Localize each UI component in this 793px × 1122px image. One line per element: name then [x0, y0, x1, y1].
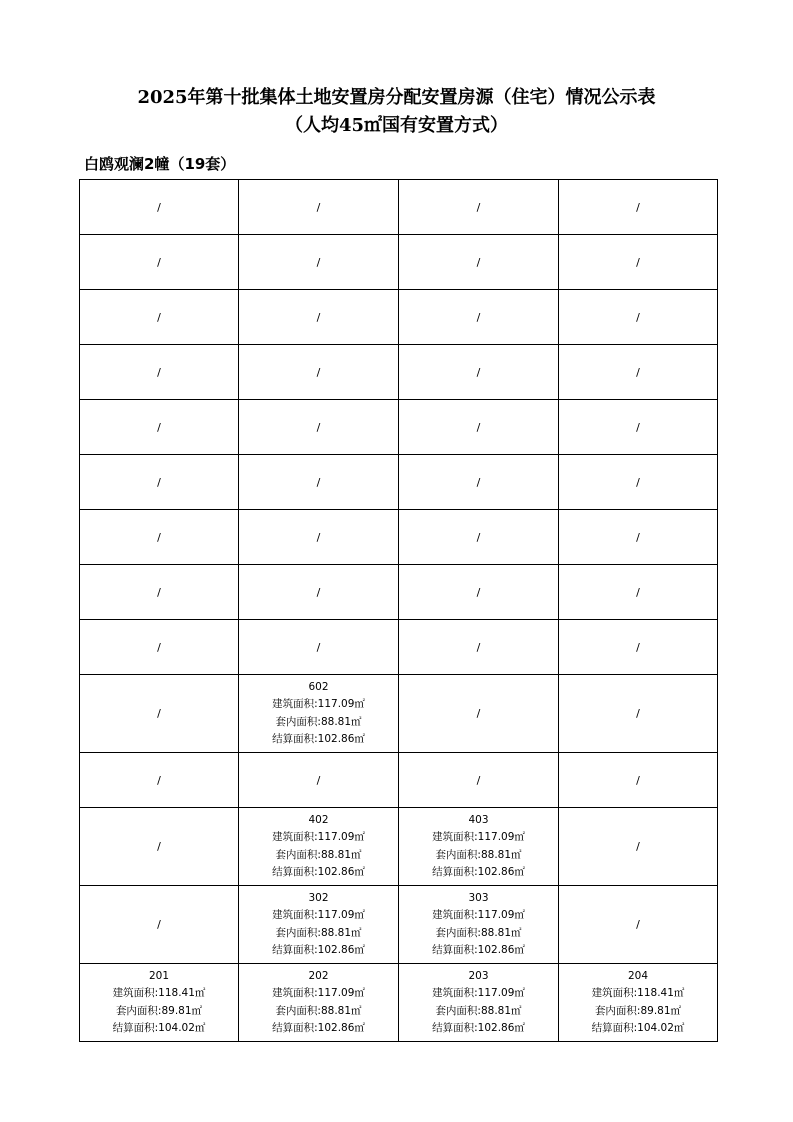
settlement-area: 结算面积:102.86㎡: [272, 1022, 365, 1034]
empty-cell-slash: /: [399, 565, 559, 620]
unit-number: 202: [308, 969, 329, 982]
empty-cell-slash: /: [80, 675, 239, 753]
empty-cell-slash: /: [559, 400, 718, 455]
inner-area: 套内面积:88.81㎡: [275, 1004, 362, 1017]
settlement-area: 结算面积:102.86㎡: [272, 866, 365, 878]
empty-cell-slash: /: [80, 886, 239, 964]
empty-cell-slash: /: [80, 455, 239, 510]
unit-cell: [559, 964, 718, 1042]
unit-cell: [399, 886, 559, 964]
empty-cell-slash: /: [399, 675, 559, 753]
building-area: 建筑面积:118.41㎡: [591, 987, 685, 999]
inner-area: 套内面积:88.81㎡: [275, 715, 362, 728]
empty-cell-slash: /: [80, 565, 239, 620]
table-row: [80, 886, 718, 964]
building-area: 建筑面积:117.09㎡: [432, 987, 525, 999]
empty-cell-slash: /: [239, 565, 399, 620]
table-row: [80, 180, 718, 235]
empty-cell-slash: /: [239, 235, 399, 290]
building-area: 建筑面积:117.09㎡: [272, 831, 365, 843]
empty-cell-slash: /: [559, 753, 718, 808]
page-subtitle: （人均45㎡国有安置方式）: [284, 115, 509, 136]
table-row: [80, 753, 718, 808]
empty-cell-slash: /: [399, 345, 559, 400]
empty-cell-slash: /: [239, 455, 399, 510]
inner-area: 套内面积:88.81㎡: [275, 848, 362, 861]
table-row: [80, 675, 718, 753]
empty-cell-slash: /: [399, 235, 559, 290]
inner-area: 套内面积:89.81㎡: [115, 1004, 203, 1017]
empty-cell-slash: /: [239, 180, 399, 235]
empty-cell-slash: /: [399, 753, 559, 808]
unit-number: 303: [468, 891, 489, 904]
unit-number: 201: [148, 969, 170, 982]
unit-cell: [239, 964, 399, 1042]
unit-cell: [399, 808, 559, 886]
housing-unit-table-body: [80, 180, 718, 1042]
inner-area: 套内面积:88.81㎡: [435, 1004, 522, 1017]
unit-number: 403: [468, 813, 489, 826]
empty-cell-slash: /: [559, 675, 718, 753]
table-row: [80, 510, 718, 565]
empty-cell-slash: /: [399, 400, 559, 455]
table-row: [80, 620, 718, 675]
settlement-area: 结算面积:102.86㎡: [432, 944, 525, 956]
settlement-area: 结算面积:102.86㎡: [272, 944, 365, 956]
empty-cell-slash: /: [80, 510, 239, 565]
table-row: [80, 290, 718, 345]
empty-cell-slash: /: [559, 565, 718, 620]
unit-cell: [239, 886, 399, 964]
empty-cell-slash: /: [239, 620, 399, 675]
building-title: 白鸥观澜2幢（19套）: [84, 155, 236, 173]
empty-cell-slash: /: [80, 290, 239, 345]
empty-cell-slash: /: [80, 180, 239, 235]
unit-number: 204: [627, 969, 649, 982]
table-row: [80, 964, 718, 1042]
unit-cell: [239, 675, 399, 753]
table-row: [80, 455, 718, 510]
empty-cell-slash: /: [80, 620, 239, 675]
unit-cell: [239, 808, 399, 886]
unit-cell: [80, 964, 239, 1042]
empty-cell-slash: /: [239, 753, 399, 808]
building-area: 建筑面积:117.09㎡: [272, 909, 365, 921]
empty-cell-slash: /: [239, 400, 399, 455]
empty-cell-slash: /: [559, 808, 718, 886]
unit-number: 302: [308, 891, 329, 904]
unit-number: 402: [308, 813, 329, 826]
settlement-area: 结算面积:102.86㎡: [432, 1022, 525, 1034]
unit-cell: [399, 964, 559, 1042]
empty-cell-slash: /: [80, 235, 239, 290]
table-row: [80, 808, 718, 886]
building-area: 建筑面积:118.41㎡: [112, 987, 206, 999]
empty-cell-slash: /: [399, 290, 559, 345]
empty-cell-slash: /: [559, 235, 718, 290]
empty-cell-slash: /: [559, 180, 718, 235]
settlement-area: 结算面积:104.02㎡: [591, 1022, 685, 1034]
empty-cell-slash: /: [80, 753, 239, 808]
empty-cell-slash: /: [80, 400, 239, 455]
table-row: [80, 565, 718, 620]
empty-cell-slash: /: [80, 345, 239, 400]
empty-cell-slash: /: [559, 455, 718, 510]
empty-cell-slash: /: [239, 345, 399, 400]
building-area: 建筑面积:117.09㎡: [432, 831, 525, 843]
empty-cell-slash: /: [559, 620, 718, 675]
page-title: 2025年第十批集体土地安置房分配安置房源（住宅）情况公示表: [137, 87, 656, 108]
settlement-area: 结算面积:104.02㎡: [112, 1022, 206, 1034]
empty-cell-slash: /: [399, 455, 559, 510]
building-area: 建筑面积:117.09㎡: [432, 909, 525, 921]
empty-cell-slash: /: [80, 808, 239, 886]
table-row: [80, 235, 718, 290]
empty-cell-slash: /: [559, 510, 718, 565]
settlement-area: 结算面积:102.86㎡: [272, 733, 365, 745]
empty-cell-slash: /: [559, 886, 718, 964]
inner-area: 套内面积:88.81㎡: [275, 926, 362, 939]
empty-cell-slash: /: [239, 510, 399, 565]
empty-cell-slash: /: [559, 345, 718, 400]
inner-area: 套内面积:88.81㎡: [435, 926, 522, 939]
inner-area: 套内面积:88.81㎡: [435, 848, 522, 861]
housing-unit-table: [79, 179, 718, 1042]
building-area: 建筑面积:117.09㎡: [272, 698, 365, 710]
empty-cell-slash: /: [399, 620, 559, 675]
empty-cell-slash: /: [239, 290, 399, 345]
table-row: [80, 345, 718, 400]
unit-number: 602: [308, 680, 329, 693]
building-area: 建筑面积:117.09㎡: [272, 987, 365, 999]
unit-number: 203: [468, 969, 489, 982]
empty-cell-slash: /: [399, 510, 559, 565]
settlement-area: 结算面积:102.86㎡: [432, 866, 525, 878]
empty-cell-slash: /: [559, 290, 718, 345]
table-row: [80, 400, 718, 455]
empty-cell-slash: /: [399, 180, 559, 235]
inner-area: 套内面积:89.81㎡: [594, 1004, 682, 1017]
